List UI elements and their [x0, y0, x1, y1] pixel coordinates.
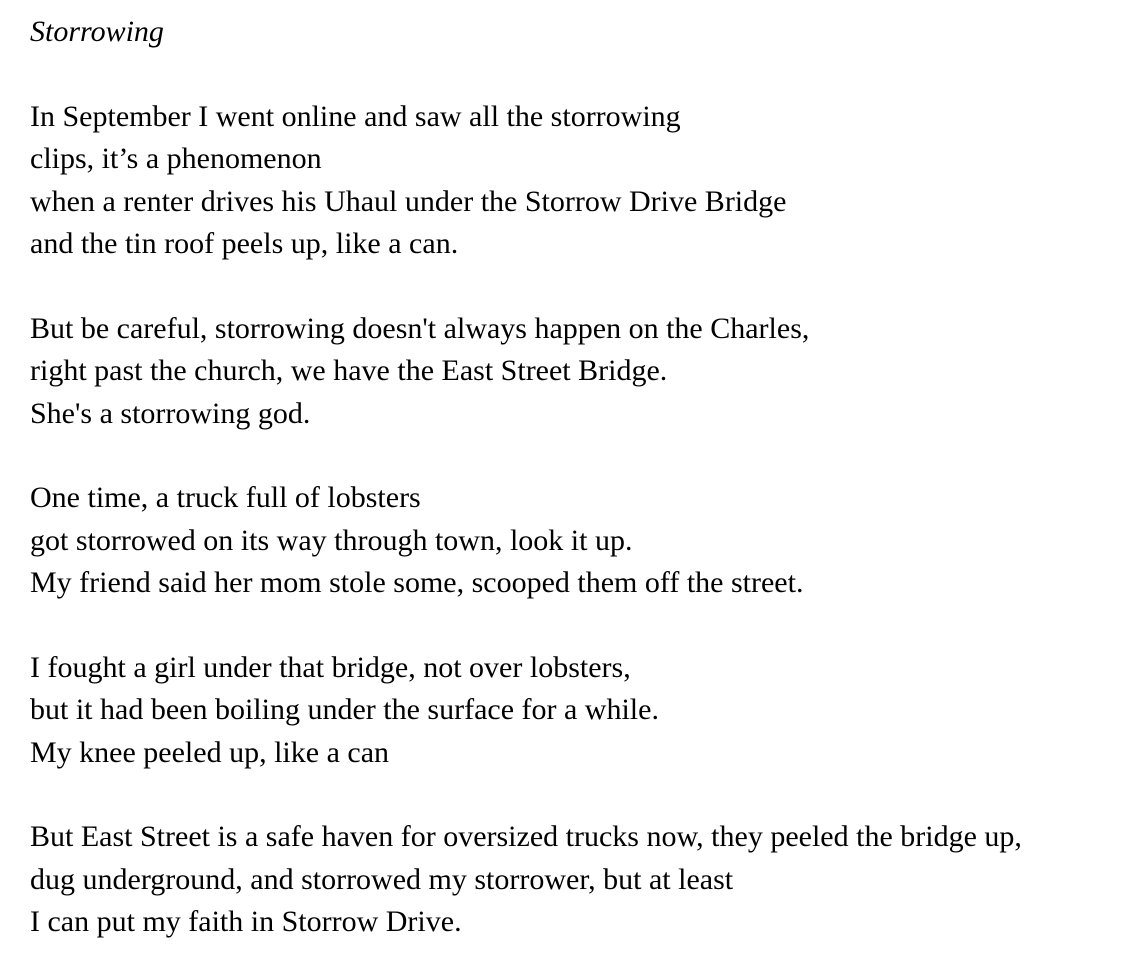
stanza-3	[30, 477, 1120, 604]
poem-line: My knee peeled up, like a can	[30, 735, 390, 769]
poem-line: when a renter drives his Uhaul under the Storrow Drive Bridge	[30, 184, 787, 218]
poem-line: One time, a truck full of lobsters	[30, 481, 421, 515]
stanza-1	[30, 96, 1120, 266]
poem-line: but it had been boiling under the surface for a while.	[30, 693, 659, 727]
stanza-5	[30, 816, 1120, 943]
poem-line: My friend said her mom stole some, scooped them off the street.	[30, 566, 804, 600]
stanza-4	[30, 647, 1120, 774]
poem-line: dug underground, and storrowed my storrower, but at least	[30, 862, 734, 896]
poem-line: But East Street is a safe haven for oversized trucks now, they peeled the bridge up,	[30, 820, 1022, 854]
poem-line: I fought a girl under that bridge, not over lobsters,	[30, 650, 631, 684]
poem-line: In September I went online and saw all the storrowing	[30, 99, 681, 133]
poem-line: got storrowed on its way through town, look it up.	[30, 523, 633, 557]
poem-line: and the tin roof peels up, like a can.	[30, 226, 459, 260]
poem	[30, 11, 1120, 944]
poem-line: right past the church, we have the East Street Bridge.	[30, 354, 668, 388]
stanza-2	[30, 308, 1120, 435]
poem-title: Storrowing	[30, 15, 164, 48]
poem-line: But be careful, storrowing doesn't always happen on the Charles,	[30, 311, 810, 345]
poem-line: clips, it’s a phenomenon	[30, 142, 322, 176]
poem-line: She's a storrowing god.	[30, 396, 311, 430]
poem-line: I can put my faith in Storrow Drive.	[30, 905, 462, 939]
